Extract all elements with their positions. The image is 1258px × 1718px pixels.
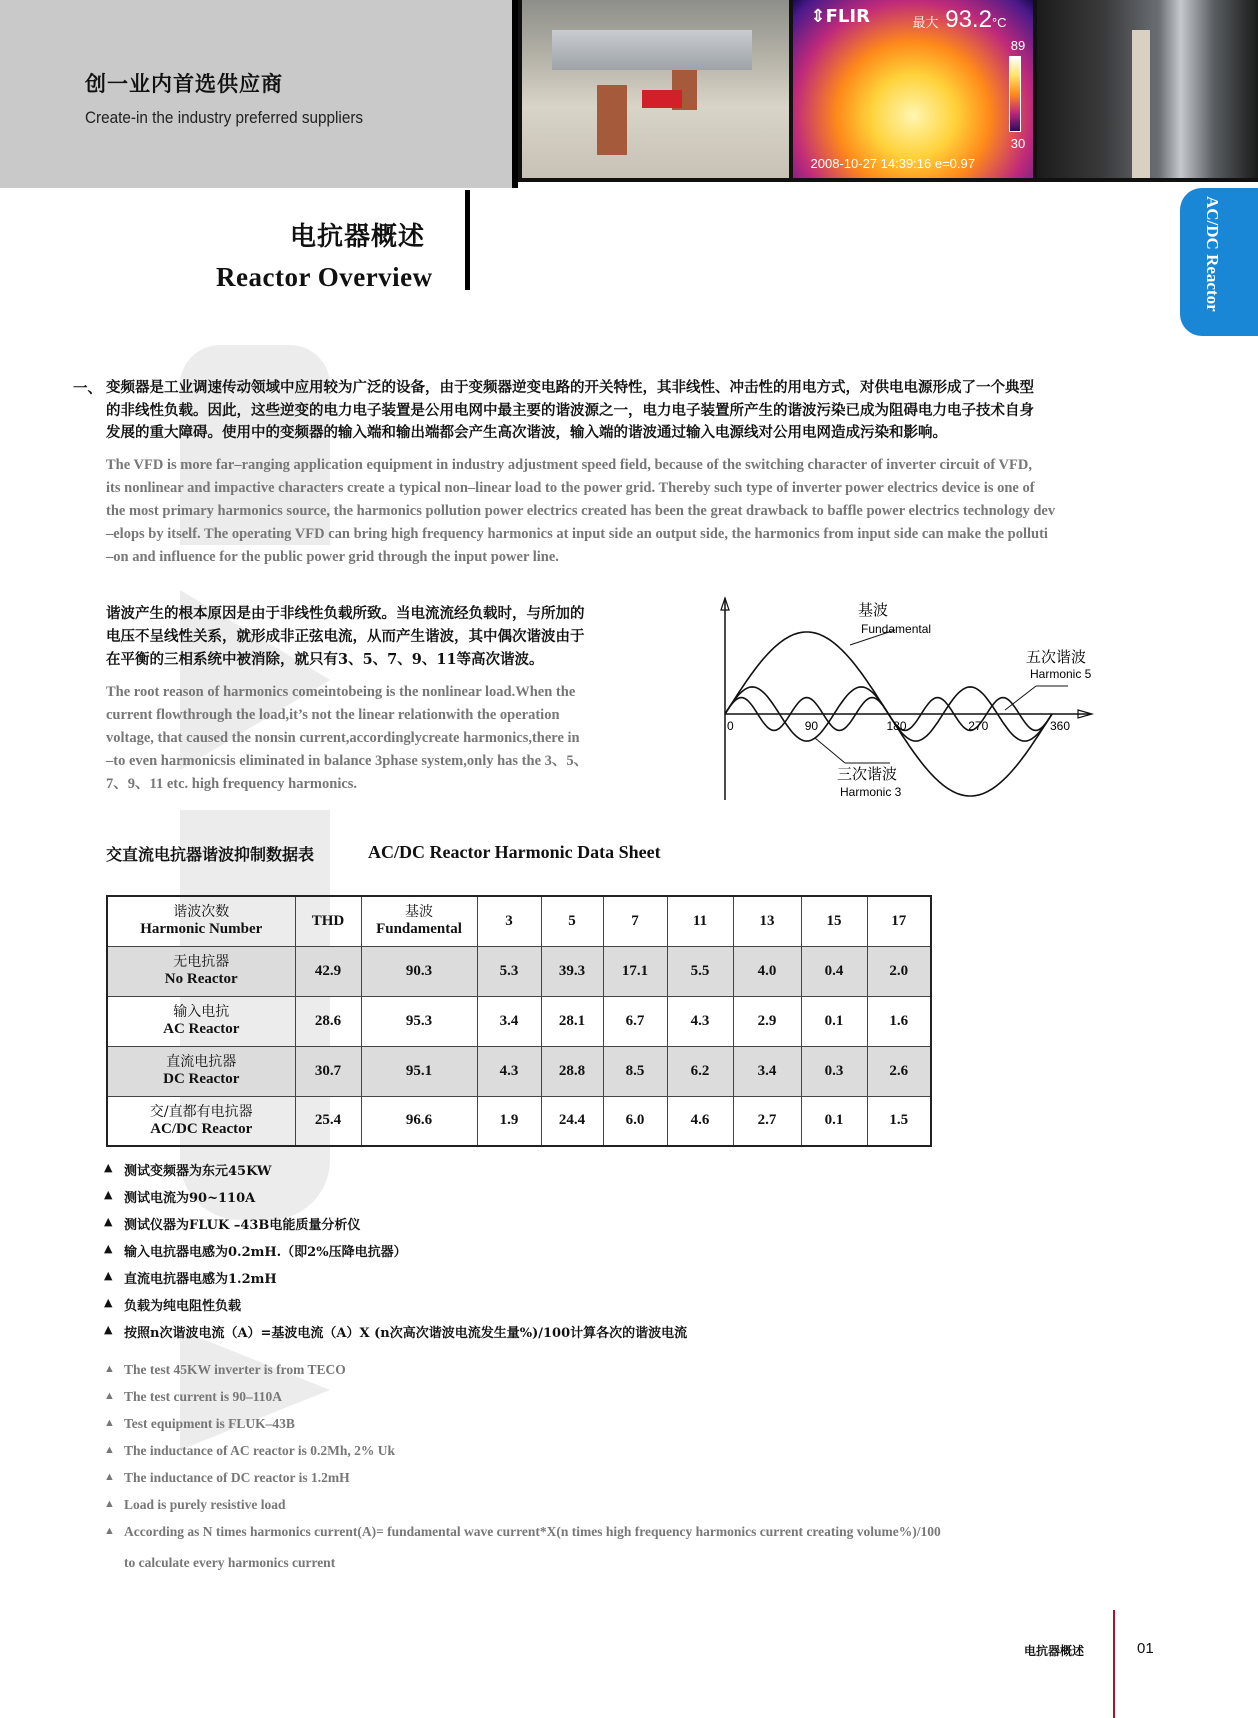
label-harmonic5-cn: 五次谐波 xyxy=(1026,649,1087,666)
cell: 1.6 xyxy=(867,996,931,1046)
cell: 39.3 xyxy=(541,946,603,996)
cell: 3.4 xyxy=(477,996,541,1046)
slogan-en: Create-in the industry preferred suppliers xyxy=(85,108,364,127)
cell: 95.1 xyxy=(361,1046,477,1096)
header-order: 7 xyxy=(603,896,667,946)
scale-high: 89 xyxy=(1010,38,1026,53)
cell: 4.3 xyxy=(477,1046,541,1096)
cell: 0.1 xyxy=(801,1096,867,1146)
x-tick-label: 270 xyxy=(968,719,989,733)
cell: 0.3 xyxy=(801,1046,867,1096)
cell: 2.7 xyxy=(733,1096,801,1146)
note-item: ▲ 测试仪器为FLUK –43B电能质量分析仪 xyxy=(104,1214,687,1241)
header-thd: THD xyxy=(295,896,361,946)
reactor-photo xyxy=(522,0,789,178)
cell: 28.1 xyxy=(541,996,603,1046)
note-item: ▲ 测试电流为90~110A xyxy=(104,1187,687,1214)
header-order: 5 xyxy=(541,896,603,946)
row-label: 直流电抗器 DC Reactor xyxy=(107,1046,295,1096)
title-divider xyxy=(465,190,470,290)
header-order: 17 xyxy=(867,896,931,946)
leader-harmonic5 xyxy=(1005,686,1036,710)
note-item: ▲ 负载为纯电阻性负载 xyxy=(104,1295,687,1322)
temperature-scale-bar xyxy=(1009,56,1021,132)
row-label: 无电抗器 No Reactor xyxy=(107,946,295,996)
header-fundamental: 基波 Fundamental xyxy=(361,896,477,946)
note-item: ▲ 测试变频器为东元45KW xyxy=(104,1160,687,1187)
intro-en: The VFD is more far–ranging application equipment in industry adjustment speed field, because of the switching character of inverter circuit of VFD, its nonlinear and impactive characters create a typical non–linear load to the power grid. Thereby such type of inverter power electrics device is one of the most primary harmonics source, the harmonics pollution power electrics created has been the great drawback to baffle power electrics technology dev –elops by itself. The operating VFD can bring high frequency harmonics at input side an output side, the harmonics from input side can make the polluti –on and influence for the public power grid through the input power line. xyxy=(106,457,1056,565)
x-tick-label: 180 xyxy=(886,719,907,733)
row-label: 交/直都有电抗器 AC/DC Reactor xyxy=(107,1096,295,1146)
notes-en xyxy=(104,1362,941,1551)
row-label: 输入电抗 AC Reactor xyxy=(107,996,295,1046)
notes-cn xyxy=(104,1160,687,1349)
cell: 42.9 xyxy=(295,946,361,996)
leader-harmonic3 xyxy=(815,738,845,763)
label-harmonic3-en: Harmonic 3 xyxy=(840,785,902,799)
cell: 1.9 xyxy=(477,1096,541,1146)
page-title-en: Reactor Overview xyxy=(216,262,433,292)
harmonics-chart xyxy=(700,590,1120,810)
label-harmonic3-cn: 三次谐波 xyxy=(837,766,898,783)
note-item: ▲ According as N times harmonics current(A)= fundamental wave current*X(n times high frequency harmonics current creating volume%)/100 xyxy=(104,1524,941,1551)
coil-photo xyxy=(1037,0,1258,178)
note-item: ▲ 直流电抗器电感为1.2mH xyxy=(104,1268,687,1295)
note-item: ▲ The test 45KW inverter is from TECO xyxy=(104,1362,941,1389)
cell: 0.1 xyxy=(801,996,867,1046)
cell: 30.7 xyxy=(295,1046,361,1096)
header-order: 15 xyxy=(801,896,867,946)
footer-section-label: 电抗器概述 xyxy=(1024,1644,1085,1658)
note-item: ▲ 按照n次谐波电流（A）=基波电流（A）X (n次高次谐波电流发生量%)/100计算各次的谐波电流 xyxy=(104,1322,687,1349)
note-item: ▲ The test current is 90–110A xyxy=(104,1389,941,1416)
cell: 2.9 xyxy=(733,996,801,1046)
note-item: ▲ 输入电抗器电感为0.2mH.（即2%压降电抗器） xyxy=(104,1241,687,1268)
cell: 4.6 xyxy=(667,1096,733,1146)
harmonic-data-table xyxy=(106,895,932,1147)
cell: 2.0 xyxy=(867,946,931,996)
cell: 6.2 xyxy=(667,1046,733,1096)
cause-en: The root reason of harmonics comeintobeing is the nonlinear load.When the current flowthrough the load,it’s not the linear relationwith the operation voltage, that caused the nonsin current,accordinglycreate harmonics,there in –to even harmonicsis eliminated in balance 3phase system,only has the 3、5、 7、9、11 etc. high frequency harmonics. xyxy=(106,684,589,792)
cell: 90.3 xyxy=(361,946,477,996)
header-banner xyxy=(0,0,512,188)
cell: 25.4 xyxy=(295,1096,361,1146)
section-number: 一、 xyxy=(73,380,102,397)
cell: 8.5 xyxy=(603,1046,667,1096)
table-header-row xyxy=(107,896,931,946)
header-order: 11 xyxy=(667,896,733,946)
thermal-image xyxy=(793,0,1034,178)
scale-low: 30 xyxy=(1010,136,1026,151)
footer-divider xyxy=(1113,1610,1115,1718)
cell: 6.0 xyxy=(603,1096,667,1146)
cell: 17.1 xyxy=(603,946,667,996)
header-order: 13 xyxy=(733,896,801,946)
table-row xyxy=(107,1046,931,1096)
cell: 96.6 xyxy=(361,1096,477,1146)
table-title-cn: 交直流电抗器谐波抑制数据表 xyxy=(106,845,315,864)
cell: 5.3 xyxy=(477,946,541,996)
note-item: ▲ Test equipment is FLUK–43B xyxy=(104,1416,941,1443)
label-harmonic5-en: Harmonic 5 xyxy=(1030,667,1092,681)
label-fundamental-cn: 基波 xyxy=(858,602,889,619)
thermal-timestamp: 2008-10-27 14:39:16 e=0.97 xyxy=(810,156,975,171)
table-row xyxy=(107,1096,931,1146)
cell: 2.6 xyxy=(867,1046,931,1096)
intro-cn: 变频器是工业调速传动领域中应用较为广泛的设备，由于变频器逆变电路的开关特性，其非线性、冲击性的用电方式，对供电电源形成了一个典型 的非线性负载。因此，这些逆变的电力电子装置是公用电网中最主要的谐波源之一，电力电子装置所产生的谐波污染已成为阻碍电力电子技术自身 发展的重大障碍。使用中的变频器的输入端和输出端都会产生高次谐波，输入端的谐波通过输入电源线对公用电网造成污染和影响。 xyxy=(106,379,1034,441)
cause-cn: 谐波产生的根本原因是由于非线性负载所致。当电流流经负载时，与所加的 电压不呈线性关系，就形成非正弦电流，从而产生谐波，其中偶次谐波由于 在平衡的三相系统中被消除，就只有3、5、7、9、11等高次谐波。 xyxy=(106,605,585,668)
cell: 6.7 xyxy=(603,996,667,1046)
header-photo-strip xyxy=(518,0,1258,182)
cell: 4.3 xyxy=(667,996,733,1046)
header-order: 3 xyxy=(477,896,541,946)
x-tick-label: 0 xyxy=(727,719,734,733)
note-item: ▲ The inductance of AC reactor is 0.2Mh, 2% Uk xyxy=(104,1443,941,1470)
page-number: 01 xyxy=(1137,1640,1154,1657)
x-tick-label: 90 xyxy=(804,719,819,733)
max-temp-readout: 最大 93.2°C xyxy=(912,6,1007,33)
header-harmonic-number: 谐波次数 Harmonic Number xyxy=(107,896,295,946)
cell: 24.4 xyxy=(541,1096,603,1146)
note-continuation: to calculate every harmonics current xyxy=(124,1555,336,1570)
cell: 5.5 xyxy=(667,946,733,996)
cell: 28.8 xyxy=(541,1046,603,1096)
cell: 28.6 xyxy=(295,996,361,1046)
flir-logo: ⇕FLIR xyxy=(810,6,870,27)
slogan-cn: 创一业内首选供应商 xyxy=(85,72,283,96)
side-tab-label: AC/DC Reactor xyxy=(1203,196,1222,312)
table-title-en: AC/DC Reactor Harmonic Data Sheet xyxy=(368,842,661,862)
side-tab xyxy=(1180,188,1258,336)
label-fundamental-en: Fundamental xyxy=(861,622,932,636)
note-item: ▲ Load is purely resistive load xyxy=(104,1497,941,1524)
cell: 1.5 xyxy=(867,1096,931,1146)
x-tick-label: 360 xyxy=(1050,719,1071,733)
cell: 3.4 xyxy=(733,1046,801,1096)
table-row xyxy=(107,946,931,996)
page-title-cn: 电抗器概述 xyxy=(290,222,426,252)
cell: 4.0 xyxy=(733,946,801,996)
table-row xyxy=(107,996,931,1046)
note-item: ▲ The inductance of DC reactor is 1.2mH xyxy=(104,1470,941,1497)
cell: 95.3 xyxy=(361,996,477,1046)
cell: 0.4 xyxy=(801,946,867,996)
